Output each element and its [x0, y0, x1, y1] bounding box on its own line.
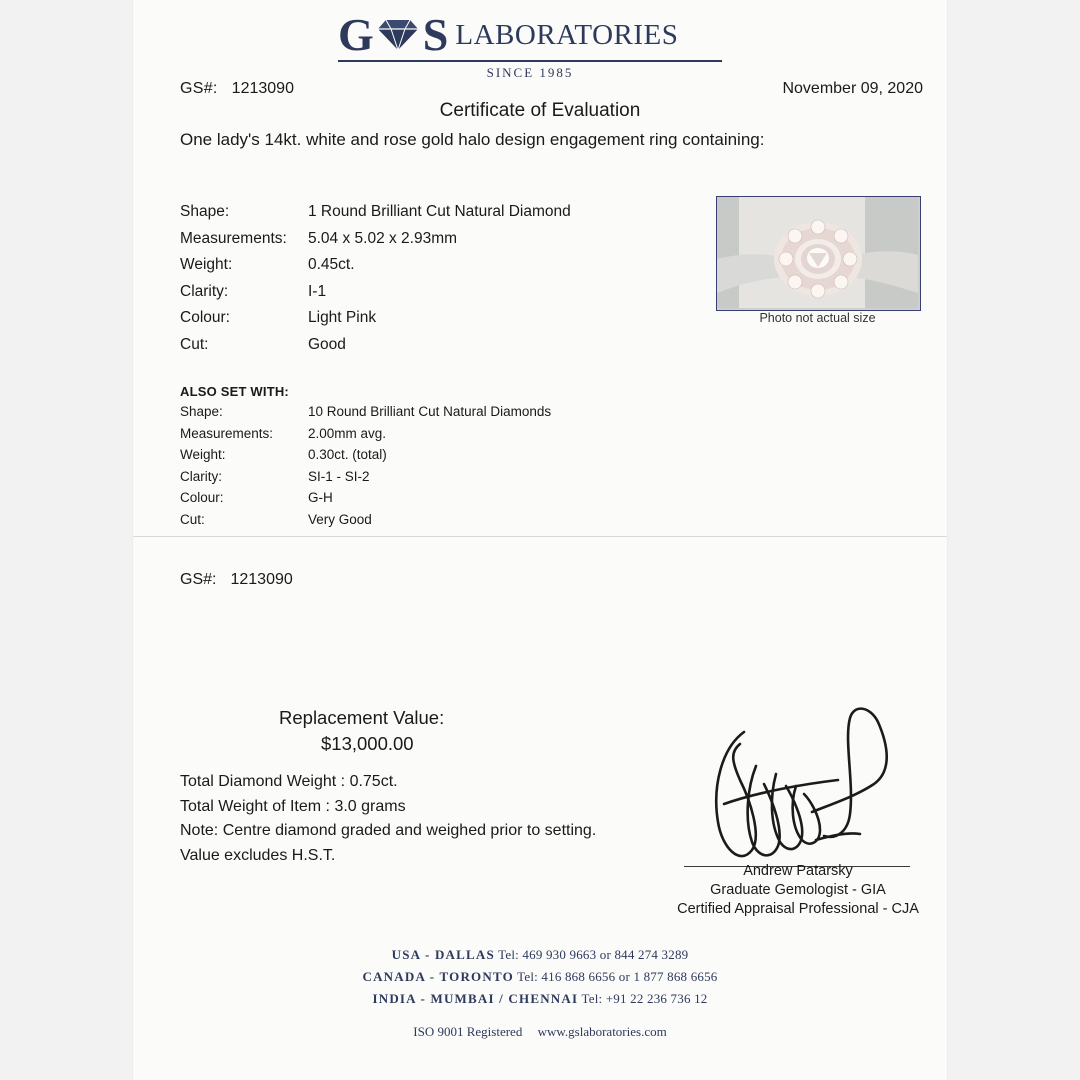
main-stone-specs	[180, 203, 571, 362]
spec-row	[180, 426, 551, 441]
gs-number-value: 1213090	[231, 80, 294, 97]
spec-value: SI-1 - SI-2	[308, 468, 370, 484]
valuation-notes	[180, 770, 596, 868]
spec-label: Colour:	[180, 309, 230, 326]
logo-letter-s: S	[422, 9, 448, 60]
item-description: One lady's 14kt. white and rose gold halo design engagement ring containing:	[180, 130, 765, 149]
contact-line	[133, 944, 947, 966]
valuation-note-line: Total Diamond Weight : 0.75ct.	[180, 773, 398, 790]
gs-number	[180, 80, 294, 98]
spec-value: 0.45ct.	[308, 256, 355, 273]
gs-number-value: 1213090	[230, 571, 293, 588]
website-link[interactable]: www.gslaboratories.com	[537, 1024, 667, 1039]
iso-footer	[133, 1024, 947, 1040]
contact-footer	[133, 944, 947, 1010]
spec-row	[180, 512, 551, 527]
spec-label: Measurements:	[180, 425, 274, 441]
gs-laboratories-logo	[338, 9, 738, 81]
signer-title-2: Certified Appraisal Professional - CJA	[677, 901, 919, 917]
spec-row	[180, 447, 551, 462]
spec-label: Clarity:	[180, 282, 229, 300]
spec-row	[180, 490, 551, 505]
spec-label: Clarity:	[180, 468, 223, 484]
contact-tel: Tel: +91 22 236 736 12	[581, 991, 708, 1006]
spec-label: Cut:	[180, 335, 209, 353]
spec-value: 1 Round Brilliant Cut Natural Diamond	[308, 203, 571, 220]
document-header	[133, 0, 947, 80]
signer-name: Andrew Patarsky	[743, 863, 853, 879]
logo-letter-g: G	[338, 9, 373, 60]
spec-label: Colour:	[180, 490, 224, 505]
spec-value: 2.00mm avg.	[308, 425, 387, 441]
spec-value: Good	[308, 335, 346, 353]
spec-value: 0.30ct. (total)	[308, 447, 387, 462]
contact-line	[133, 966, 947, 988]
certificate-page	[133, 0, 947, 1080]
spec-value: 5.04 x 5.02 x 2.93mm	[308, 229, 458, 247]
page-divider	[133, 536, 947, 537]
signature-mark	[678, 700, 908, 870]
contact-tel: Tel: 416 868 6656 or 1 877 868 6656	[517, 969, 718, 984]
signer-block	[623, 862, 973, 919]
spec-label: Shape:	[180, 203, 230, 220]
logo-wordmark: LABORATORIES	[455, 19, 679, 51]
spec-value: I-1	[308, 282, 327, 300]
spec-value: G-H	[308, 490, 333, 505]
valuation-note-line: Value excludes H.S.T.	[180, 846, 336, 864]
spec-value: Light Pink	[308, 309, 377, 326]
contact-city: INDIA - MUMBAI / CHENNAI	[372, 991, 579, 1006]
spec-row	[180, 256, 571, 274]
spec-value: 10 Round Brilliant Cut Natural Diamonds	[308, 404, 552, 419]
iso-text: ISO 9001 Registered	[413, 1024, 523, 1039]
photo-caption: Photo not actual size	[759, 311, 876, 325]
spec-row	[180, 336, 571, 354]
diamond-icon	[376, 18, 420, 52]
contact-city: USA - DALLAS	[391, 947, 495, 962]
page-title: Certificate of Evaluation	[439, 100, 641, 121]
contact-line	[133, 988, 947, 1010]
replacement-value-amount: $13,000.00	[321, 733, 414, 754]
replacement-value-label: Replacement Value:	[279, 707, 445, 728]
spec-label: Weight:	[180, 256, 233, 273]
spec-row	[180, 203, 571, 221]
spec-value: Very Good	[308, 511, 372, 527]
contact-city: CANADA - TORONTO	[362, 969, 514, 984]
spec-row	[180, 309, 571, 327]
spec-row	[180, 469, 551, 484]
gs-number-label: GS#:	[180, 80, 218, 97]
gs-number-second-page	[180, 571, 293, 589]
spec-row	[180, 283, 571, 301]
logo-rule	[338, 60, 722, 62]
spec-label: Measurements:	[180, 229, 287, 247]
logo-since-text: SINCE 1985	[486, 65, 574, 80]
ring-photo	[716, 196, 921, 311]
signer-title-1: Graduate Gemologist - GIA	[710, 882, 886, 898]
contact-tel: Tel: 469 930 9663 or 844 274 3289	[498, 947, 689, 962]
spec-label: Weight:	[180, 447, 226, 462]
spec-label: Cut:	[180, 511, 205, 527]
also-set-with-heading: ALSO SET WITH:	[180, 384, 289, 399]
also-set-with-specs	[180, 404, 551, 533]
valuation-note-line: Total Weight of Item : 3.0 grams	[180, 797, 406, 815]
gs-number-label: GS#:	[180, 571, 217, 588]
spec-label: Shape:	[180, 404, 223, 419]
spec-row	[180, 230, 571, 248]
valuation-note-line: Note: Centre diamond graded and weighed prior to setting.	[180, 822, 597, 839]
spec-row	[180, 404, 551, 419]
issue-date: November 09, 2020	[782, 80, 923, 97]
